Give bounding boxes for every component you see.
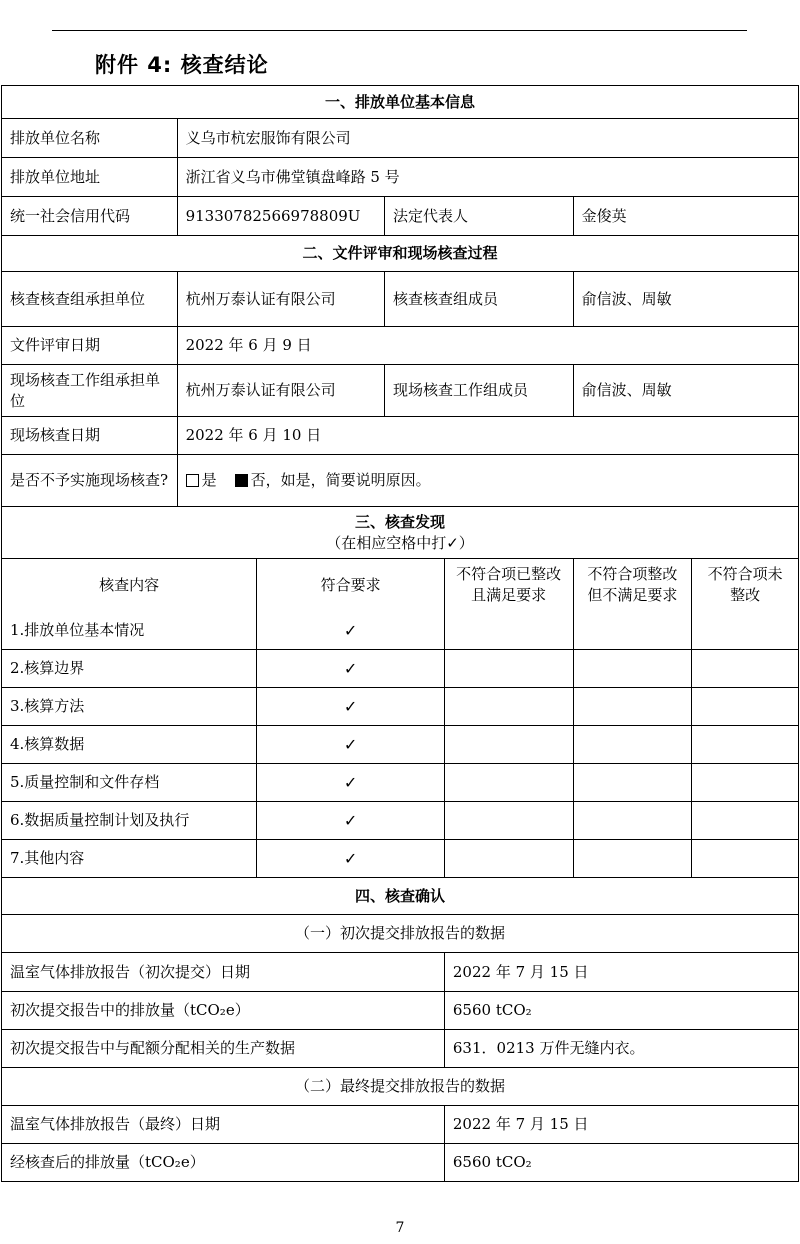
final-emission-value: 6560 tCO₂ (444, 1144, 798, 1181)
header-content: 核查内容 (99, 575, 160, 594)
check-mark-icon: ✓ (343, 735, 358, 754)
empty-finding-cell (444, 650, 573, 687)
empty-finding-cell (444, 802, 573, 839)
members-value: 俞信波、周敏 (573, 272, 798, 326)
empty-finding-cell (444, 688, 573, 725)
empty-finding-cell (691, 840, 798, 877)
empty-finding-cell (573, 650, 692, 687)
findings-row (2, 725, 798, 763)
name-label: 排放单位名称 (10, 128, 101, 147)
section3-subtitle: （在相应空格中打✓） (326, 533, 474, 552)
header-not-fixed: 不符合项未整改 (691, 559, 798, 611)
empty-finding-cell (691, 688, 798, 725)
credit-label: 统一社会信用代码 (10, 206, 131, 225)
credit-value: 91330782566978809U (177, 197, 384, 235)
empty-finding-cell (573, 726, 692, 763)
members-label: 核查核查组成员 (384, 272, 573, 326)
yes-label: 是 (201, 471, 217, 489)
header-compliant: 符合要求 (256, 559, 444, 611)
compliant-check-cell (256, 840, 444, 877)
empty-finding-cell (573, 764, 692, 801)
empty-finding-cell (573, 611, 692, 649)
empty-finding-cell (691, 802, 798, 839)
no-checkbox[interactable] (235, 474, 248, 487)
review-date-value: 2022 年 6 月 9 日 (177, 327, 798, 364)
check-mark-icon: ✓ (343, 773, 358, 792)
section1-title: 一、排放单位基本信息 (324, 92, 475, 111)
finding-item-label: 5.质量控制和文件存档 (10, 773, 160, 791)
section4-sub2: （二）最终提交排放报告的数据 (294, 1077, 505, 1095)
review-date-label: 文件评审日期 (10, 336, 101, 354)
finding-item-label: 3.核算方法 (10, 697, 85, 715)
section4-sub1: （一）初次提交排放报告的数据 (294, 924, 505, 942)
empty-finding-cell (691, 764, 798, 801)
finding-item-label: 4.核算数据 (10, 735, 85, 753)
check-mark-icon: ✓ (343, 849, 358, 868)
attachment-title: 附件 4: 核查结论 (95, 53, 269, 77)
compliant-check-cell (256, 650, 444, 687)
section2-title: 二、文件评审和现场核查过程 (302, 244, 498, 262)
yes-checkbox[interactable] (186, 474, 199, 487)
address-value: 浙江省义乌市佛堂镇盘峰路 5 号 (177, 158, 798, 196)
finding-item-label: 1.排放单位基本情况 (10, 620, 145, 639)
final-date-value: 2022 年 7 月 15 日 (444, 1106, 798, 1143)
initial-emission-value: 6560 tCO₂ (444, 992, 798, 1029)
address-label: 排放单位地址 (10, 167, 101, 186)
page-number: 7 (395, 1220, 405, 1236)
final-emission-label: 经核查后的排放量（tCO₂e） (10, 1153, 205, 1171)
findings-header-row (2, 558, 798, 611)
empty-finding-cell (691, 726, 798, 763)
header-fixed-ok: 不符合项已整改且满足要求 (444, 559, 573, 611)
check-mark-icon: ✓ (343, 697, 358, 716)
empty-finding-cell (573, 840, 692, 877)
nosite-options (177, 455, 798, 506)
check-mark-icon: ✓ (343, 659, 358, 678)
empty-finding-cell (444, 764, 573, 801)
empty-finding-cell (444, 840, 573, 877)
verification-conclusion-table (1, 85, 799, 1182)
site-org-label: 现场核查工作组承担单位 (10, 370, 161, 410)
compliant-check-cell (256, 611, 444, 649)
header-rule (52, 30, 747, 31)
empty-finding-cell (444, 726, 573, 763)
no-label: 否，如是，简要说明原因。 (250, 471, 431, 489)
empty-finding-cell (691, 650, 798, 687)
org-label: 核查核查组承担单位 (10, 289, 146, 308)
finding-item-label: 2.核算边界 (10, 659, 85, 677)
site-org-value: 杭州万泰认证有限公司 (177, 365, 384, 416)
compliant-check-cell (256, 764, 444, 801)
initial-date-value: 2022 年 7 月 15 日 (444, 953, 798, 991)
rep-label: 法定代表人 (384, 197, 573, 235)
compliant-check-cell (256, 726, 444, 763)
findings-row (2, 839, 798, 877)
final-date-label: 温室气体排放报告（最终）日期 (10, 1115, 221, 1133)
compliant-check-cell (256, 688, 444, 725)
org-value: 杭州万泰认证有限公司 (177, 272, 384, 326)
empty-finding-cell (573, 802, 692, 839)
initial-emission-label: 初次提交报告中的排放量（tCO₂e） (10, 1001, 250, 1019)
findings-row (2, 611, 798, 649)
empty-finding-cell (444, 611, 573, 649)
empty-finding-cell (573, 688, 692, 725)
check-mark-icon: ✓ (343, 811, 358, 830)
check-mark-icon: ✓ (343, 620, 358, 640)
section3-heading (2, 507, 798, 558)
initial-date-label: 温室气体排放报告（初次提交）日期 (10, 962, 251, 981)
empty-finding-cell (691, 611, 798, 649)
site-date-value: 2022 年 6 月 10 日 (177, 417, 798, 454)
findings-row (2, 801, 798, 839)
name-value: 义乌市杭宏服饰有限公司 (177, 119, 798, 157)
compliant-check-cell (256, 802, 444, 839)
findings-row (2, 687, 798, 725)
section3-title: 三、核查发现 (354, 512, 445, 531)
initial-prod-value: 631．0213 万件无缝内衣。 (444, 1030, 798, 1067)
site-date-label: 现场核查日期 (10, 426, 101, 444)
findings-row (2, 649, 798, 687)
section4-title: 四、核查确认 (354, 886, 445, 905)
nosite-label: 是否不予实施现场核查? (10, 471, 169, 489)
header-fixed-not-ok: 不符合项整改但不满足要求 (573, 559, 692, 611)
finding-item-label: 6.数据质量控制计划及执行 (10, 811, 190, 829)
rep-value: 金俊英 (573, 197, 798, 235)
site-members-value: 俞信波、周敏 (573, 365, 798, 416)
findings-row (2, 763, 798, 801)
initial-prod-label: 初次提交报告中与配额分配相关的生产数据 (10, 1039, 296, 1057)
finding-item-label: 7.其他内容 (10, 849, 85, 867)
site-members-label: 现场核查工作组成员 (384, 365, 573, 416)
